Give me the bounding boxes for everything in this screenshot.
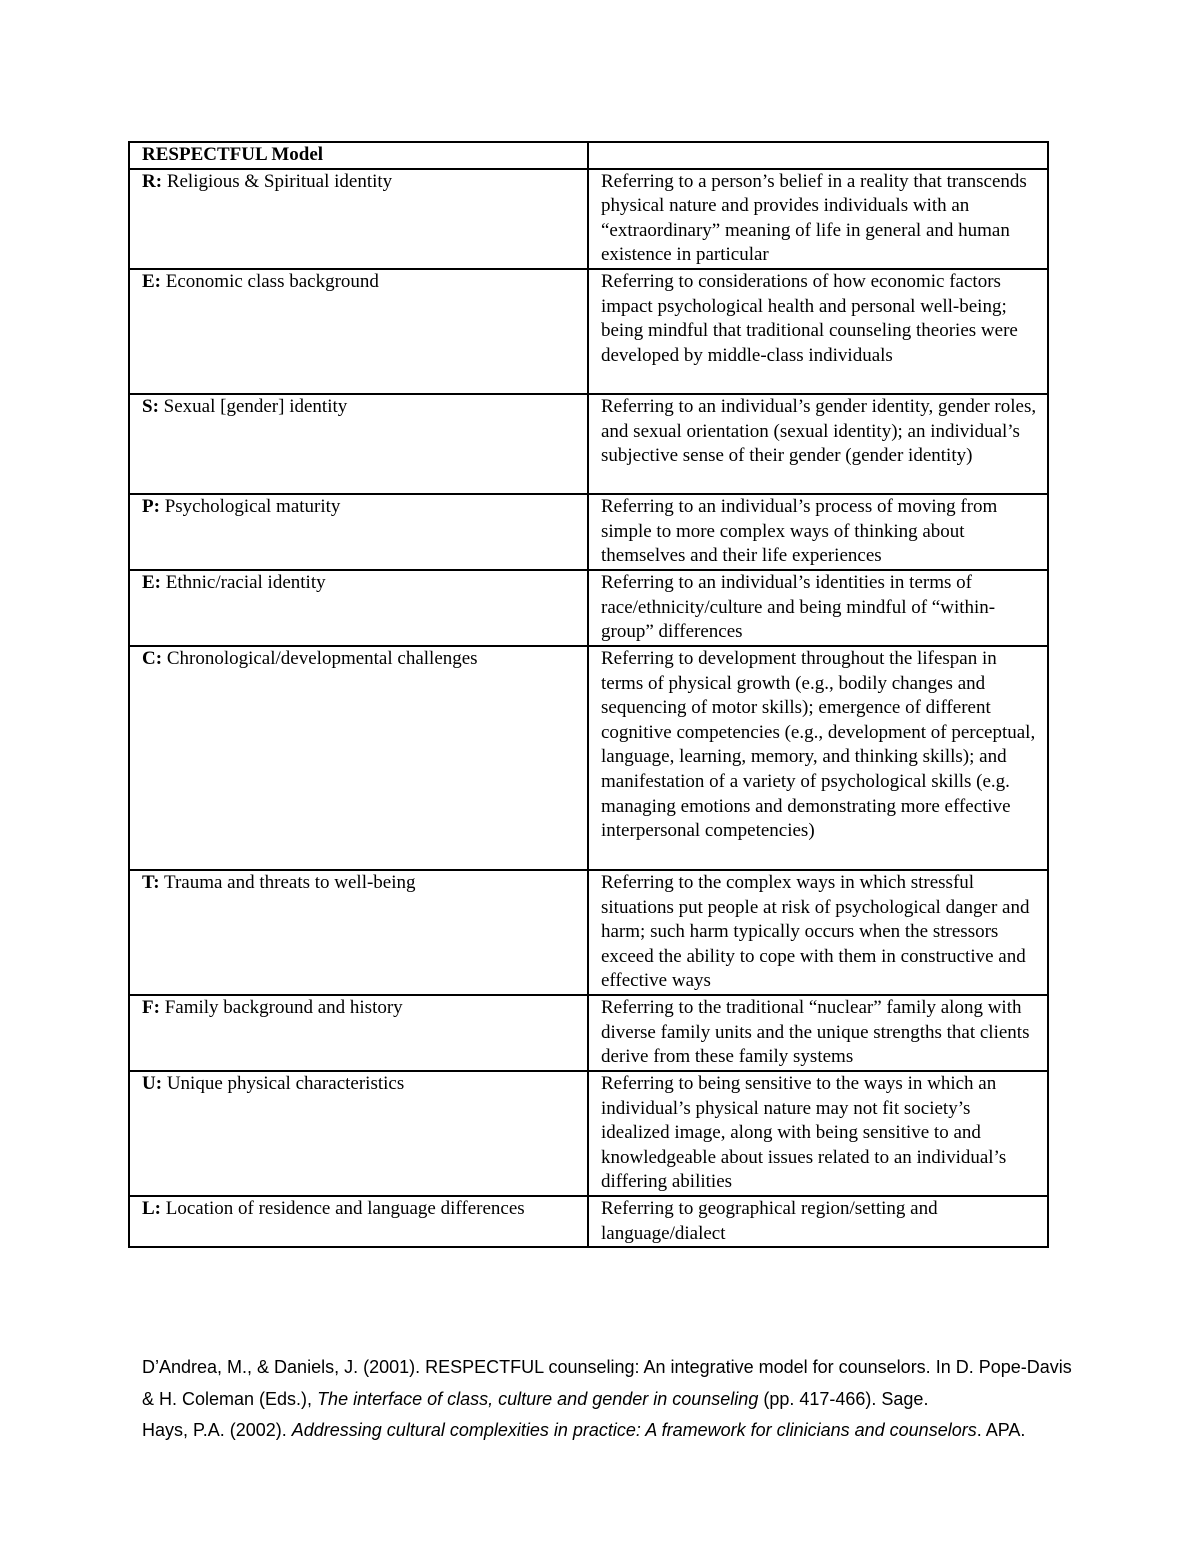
table-row	[129, 870, 1048, 995]
table-row	[129, 995, 1048, 1071]
respectful-model-table	[128, 141, 1049, 1248]
description-cell: Referring to considerations of how economic factors impact psychological health and personal well-being; being mindful that traditional counseling theories were developed by middle-class individuals	[588, 269, 1048, 394]
description-cell: Referring to the traditional “nuclear” family along with diverse family units and the unique strengths that clients derive from these family systems	[588, 995, 1048, 1071]
table-row	[129, 394, 1048, 494]
reference-lead: Hays, P.A. (2002).	[142, 1420, 292, 1440]
term-letter: E:	[142, 571, 161, 593]
term-letter: T:	[142, 871, 160, 893]
term-text: Sexual [gender] identity	[158, 395, 348, 417]
description-cell: Referring to development throughout the lifespan in terms of physical growth (e.g., bodily changes and sequencing of motor skills); emergence of different cognitive competencies (e.g., development of perceptual, language, learning, memory, and thinking skills); and manifestation of a variety of psychological skills (e.g. managing emotions and demonstrating more effective interpersonal competencies)	[588, 646, 1048, 870]
term-cell	[129, 269, 588, 394]
description-cell: Referring to an individual’s identities in terms of race/ethnicity/culture and being mindful of “within-group” differences	[588, 570, 1048, 646]
reference-dandrea	[142, 1352, 1072, 1415]
term-text: Religious & Spiritual identity	[162, 170, 393, 192]
table-row	[129, 494, 1048, 570]
term-text: Family background and history	[159, 996, 403, 1018]
references	[142, 1352, 1072, 1447]
description-cell: Referring to an individual’s gender identity, gender roles, and sexual orientation (sexual identity); an individual’s subjective sense of their gender (gender identity)	[588, 394, 1048, 494]
term-letter: U:	[142, 1072, 163, 1094]
reference-hays	[142, 1415, 1072, 1447]
description-cell: Referring to geographical region/setting and language/dialect	[588, 1196, 1048, 1247]
term-letter: L:	[142, 1197, 161, 1219]
term-cell	[129, 995, 588, 1071]
term-text: Ethnic/racial identity	[161, 571, 326, 593]
term-text: Trauma and threats to well-being	[159, 871, 416, 893]
table-header-row	[129, 142, 1048, 169]
term-cell	[129, 570, 588, 646]
term-text: Psychological maturity	[159, 495, 341, 517]
term-cell	[129, 1071, 588, 1196]
term-letter: S:	[142, 395, 159, 417]
table-title: RESPECTFUL Model	[129, 142, 588, 169]
term-letter: R:	[142, 170, 163, 192]
description-cell: Referring to a person’s belief in a reality that transcends physical nature and provides individuals with an “extraordinary” meaning of life in general and human existence in particular	[588, 169, 1048, 269]
term-cell	[129, 494, 588, 570]
table-row	[129, 1196, 1048, 1247]
description-cell: Referring to an individual’s process of moving from simple to more complex ways of thinking about themselves and their life experiences	[588, 494, 1048, 570]
reference-lead: D’Andrea, M., & Daniels, J. (2001). RESPECTFUL counseling: An integrative model for counselors. In D. Pope-Davis & H. Coleman (Eds.),	[142, 1357, 1072, 1409]
term-letter: E:	[142, 270, 161, 292]
term-cell	[129, 394, 588, 494]
term-text: Chronological/developmental challenges	[162, 647, 478, 669]
table-row	[129, 646, 1048, 870]
table-row	[129, 570, 1048, 646]
term-letter: F:	[142, 996, 160, 1018]
reference-tail: (pp. 417-466). Sage.	[758, 1388, 929, 1409]
reference-title: Addressing cultural complexities in practice: A framework for clinicians and counselors	[291, 1420, 977, 1440]
reference-title: The interface of class, culture and gender in counseling	[317, 1388, 759, 1409]
table-row	[129, 1071, 1048, 1196]
table-header-blank	[588, 142, 1048, 169]
term-text: Location of residence and language differences	[161, 1197, 525, 1219]
term-letter: P:	[142, 495, 160, 517]
term-letter: C:	[142, 647, 163, 669]
term-cell	[129, 870, 588, 995]
description-cell: Referring to the complex ways in which stressful situations put people at risk of psychological danger and harm; such harm typically occurs when the stressors exceed the ability to cope with them in constructive and effective ways	[588, 870, 1048, 995]
table-row	[129, 169, 1048, 269]
term-cell	[129, 169, 588, 269]
term-cell	[129, 1196, 588, 1247]
description-cell: Referring to being sensitive to the ways in which an individual’s physical nature may not fit society’s idealized image, along with being sensitive to and knowledgeable about issues related to an individual’s differing abilities	[588, 1071, 1048, 1196]
reference-tail: . APA.	[976, 1420, 1026, 1440]
term-text: Unique physical characteristics	[162, 1072, 405, 1094]
term-text: Economic class background	[161, 270, 379, 292]
table-row	[129, 269, 1048, 394]
term-cell	[129, 646, 588, 870]
